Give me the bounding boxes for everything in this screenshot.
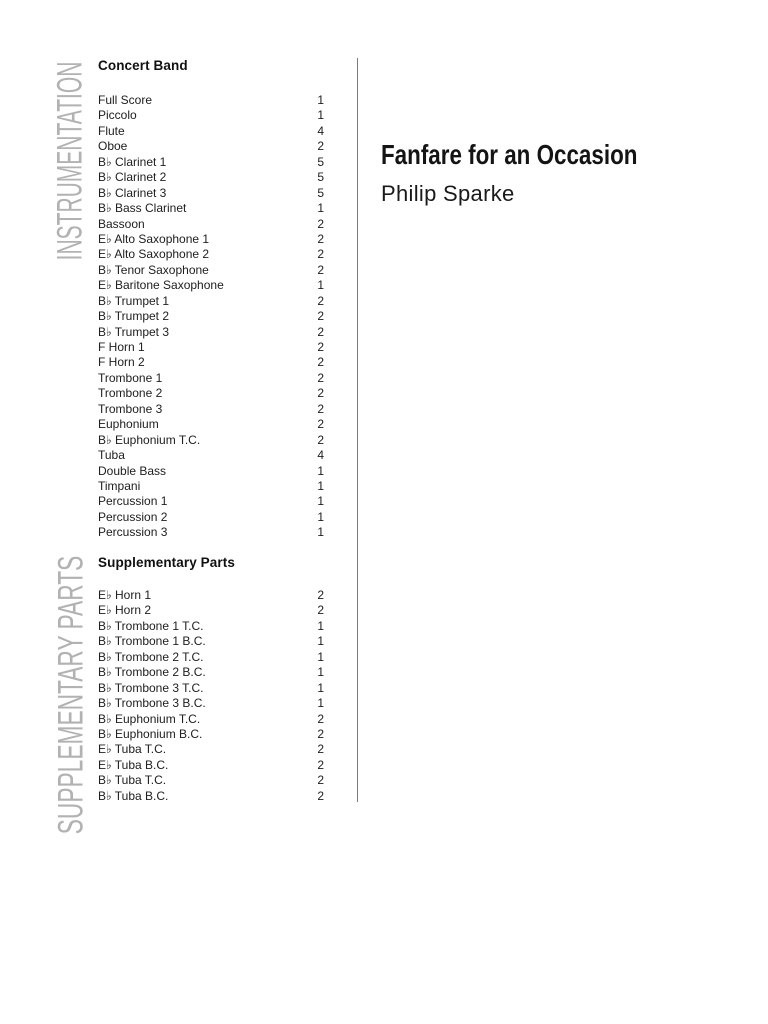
- section-heading: Concert Band: [98, 58, 188, 73]
- instrument-name: B♭ Trombone 3 B.C.: [98, 696, 206, 711]
- instrument-name: E♭ Alto Saxophone 2: [98, 247, 210, 262]
- instrument-name: E♭ Baritone Saxophone: [98, 278, 224, 293]
- instrument-quantity: 2: [317, 757, 324, 772]
- supplementary-side-label: SUPPLEMENTARY PARTS: [51, 555, 90, 835]
- instrument-quantity: 2: [317, 773, 324, 788]
- instrument-quantity: 2: [317, 603, 324, 618]
- instrument-row: [98, 665, 324, 680]
- instrument-row: [98, 139, 324, 154]
- instrument-name: Percussion 1: [98, 494, 168, 509]
- instrument-name: B♭ Trombone 1 B.C.: [98, 634, 206, 649]
- instrument-name: B♭ Bass Clarinet: [98, 201, 187, 216]
- instrument-row: [98, 247, 324, 262]
- instrument-quantity: 2: [317, 216, 324, 231]
- instrument-quantity: 2: [317, 370, 324, 385]
- instrument-quantity: 1: [317, 665, 324, 680]
- instrument-quantity: 2: [317, 726, 324, 741]
- instrument-quantity: 2: [317, 401, 324, 416]
- instrument-row: [98, 201, 324, 216]
- instrument-quantity: 5: [317, 154, 324, 169]
- instrument-name: F Horn 2: [98, 355, 145, 370]
- vertical-divider: [357, 58, 358, 802]
- instrument-quantity: 1: [317, 696, 324, 711]
- instrument-quantity: 2: [317, 324, 324, 339]
- instrument-name: B♭ Tenor Saxophone: [98, 262, 209, 277]
- instrument-name: Piccolo: [98, 108, 137, 123]
- instrument-quantity: 2: [317, 340, 324, 354]
- supplementary-side-label-container: [53, 550, 89, 840]
- instrument-name: B♭ Trumpet 1: [98, 293, 170, 308]
- instrument-quantity: 2: [317, 386, 324, 401]
- instrumentation-side-label-container: [53, 58, 89, 264]
- instrument-name: F Horn 1: [98, 340, 145, 354]
- section-heading: Supplementary Parts: [98, 555, 235, 570]
- instrument-quantity: 2: [317, 139, 324, 154]
- instrument-quantity: 1: [317, 494, 324, 509]
- instrument-quantity: 2: [317, 432, 324, 447]
- instrument-quantity: 2: [317, 355, 324, 370]
- instrument-name: Tuba: [98, 448, 125, 463]
- instrument-name: Double Bass: [98, 463, 167, 478]
- composer-name: Philip Sparke: [381, 181, 515, 206]
- instrument-row: [98, 371, 324, 386]
- instrument-row: [98, 108, 324, 123]
- instrument-row: [98, 325, 324, 340]
- instrument-name: Timpani: [98, 478, 141, 493]
- instrument-quantity: 1: [317, 618, 324, 633]
- instrument-name: Full Score: [98, 93, 153, 107]
- instrument-quantity: 2: [317, 711, 324, 726]
- instrument-quantity: 2: [317, 417, 324, 432]
- instrument-quantity: 2: [317, 309, 324, 324]
- instrument-row: [98, 712, 324, 727]
- instrument-quantity: 1: [317, 108, 324, 123]
- concert-band-section: [98, 57, 324, 541]
- instrument-quantity: 2: [317, 788, 324, 803]
- instrument-row: [98, 402, 324, 417]
- instrument-name: B♭ Tuba T.C.: [98, 773, 167, 788]
- instrument-quantity: 1: [317, 463, 324, 478]
- instrument-name: E♭ Horn 1: [98, 588, 152, 602]
- supplementary-parts-section: [98, 554, 324, 804]
- instrument-quantity: 1: [317, 478, 324, 493]
- instrument-row: [98, 650, 324, 665]
- instrument-row: [98, 309, 324, 324]
- instrument-row: [98, 742, 324, 757]
- instrument-name: Trombone 2: [98, 386, 163, 401]
- instrument-quantity: 1: [317, 525, 324, 540]
- instrument-row: [98, 494, 324, 509]
- instrument-row: [98, 186, 324, 201]
- instrument-row: [98, 681, 324, 696]
- instrument-quantity: 4: [317, 123, 324, 138]
- instrument-row: [98, 789, 324, 804]
- instrument-name: B♭ Tuba B.C.: [98, 788, 169, 803]
- instrument-row: [98, 155, 324, 170]
- instrument-quantity: 2: [317, 247, 324, 262]
- instrument-row: [98, 263, 324, 278]
- instrument-name: Bassoon: [98, 216, 145, 231]
- instrument-name: Flute: [98, 123, 125, 138]
- instrument-name: Oboe: [98, 139, 128, 154]
- instrument-name: Percussion 3: [98, 525, 168, 540]
- instrument-name: E♭ Tuba T.C.: [98, 742, 167, 757]
- instrument-row: [98, 278, 324, 293]
- instrument-row: [98, 619, 324, 634]
- instrument-quantity: 1: [317, 93, 324, 107]
- instrument-row: [98, 758, 324, 773]
- instrument-quantity: 1: [317, 201, 324, 216]
- instrument-name: B♭ Euphonium B.C.: [98, 726, 203, 741]
- instrument-row: [98, 696, 324, 711]
- instrument-list: [98, 588, 324, 804]
- instrument-name: Trombone 1: [98, 370, 163, 385]
- instrument-quantity: 1: [317, 649, 324, 664]
- instrument-row: [98, 217, 324, 232]
- instrument-name: B♭ Trombone 1 T.C.: [98, 618, 204, 633]
- instrument-row: [98, 510, 324, 525]
- instrument-name: B♭ Clarinet 3: [98, 185, 167, 200]
- instrument-quantity: 1: [317, 680, 324, 695]
- instrument-quantity: 2: [317, 588, 324, 602]
- piece-title: Fanfare for an Occasion: [381, 139, 638, 170]
- instrument-row: [98, 479, 324, 494]
- instrument-name: B♭ Euphonium T.C.: [98, 711, 201, 726]
- instrument-quantity: 5: [317, 170, 324, 185]
- instrument-row: [98, 588, 324, 603]
- instrument-quantity: 2: [317, 231, 324, 246]
- instrument-row: [98, 727, 324, 742]
- instrument-row: [98, 464, 324, 479]
- instrument-quantity: 1: [317, 278, 324, 293]
- instrument-name: Euphonium: [98, 417, 159, 432]
- instrument-row: [98, 355, 324, 370]
- instrument-row: [98, 433, 324, 448]
- instrument-quantity: 5: [317, 185, 324, 200]
- instrument-quantity: 2: [317, 262, 324, 277]
- instrument-row: [98, 448, 324, 463]
- instrument-row: [98, 773, 324, 788]
- instrument-name: B♭ Trumpet 3: [98, 324, 170, 339]
- instrument-row: [98, 93, 324, 108]
- instrument-row: [98, 634, 324, 649]
- instrument-quantity: 1: [317, 634, 324, 649]
- instrument-row: [98, 386, 324, 401]
- instrument-row: [98, 603, 324, 618]
- instrument-row: [98, 294, 324, 309]
- instrument-name: B♭ Trombone 3 T.C.: [98, 680, 204, 695]
- instrument-name: B♭ Clarinet 1: [98, 154, 167, 169]
- instrument-name: Percussion 2: [98, 509, 168, 524]
- instrument-row: [98, 232, 324, 247]
- instrument-name: B♭ Clarinet 2: [98, 170, 167, 185]
- instrument-name: E♭ Alto Saxophone 1: [98, 231, 210, 246]
- instrument-quantity: 1: [317, 509, 324, 524]
- instrument-name: Trombone 3: [98, 401, 163, 416]
- instrument-name: B♭ Trombone 2 T.C.: [98, 649, 204, 664]
- instrument-name: B♭ Trombone 2 B.C.: [98, 665, 206, 680]
- instrument-name: E♭ Tuba B.C.: [98, 757, 169, 772]
- instrument-quantity: 2: [317, 293, 324, 308]
- instrument-quantity: 4: [317, 448, 324, 463]
- instrument-row: [98, 417, 324, 432]
- instrument-row: [98, 340, 324, 355]
- instrument-row: [98, 170, 324, 185]
- instrument-row: [98, 525, 324, 540]
- instrumentation-side-label: INSTRUMENTATION: [51, 61, 90, 261]
- instrument-row: [98, 124, 324, 139]
- instrument-name: B♭ Trumpet 2: [98, 309, 170, 324]
- instrument-quantity: 2: [317, 742, 324, 757]
- instrument-list: [98, 93, 324, 541]
- instrument-name: B♭ Euphonium T.C.: [98, 432, 201, 447]
- instrument-name: E♭ Horn 2: [98, 603, 152, 618]
